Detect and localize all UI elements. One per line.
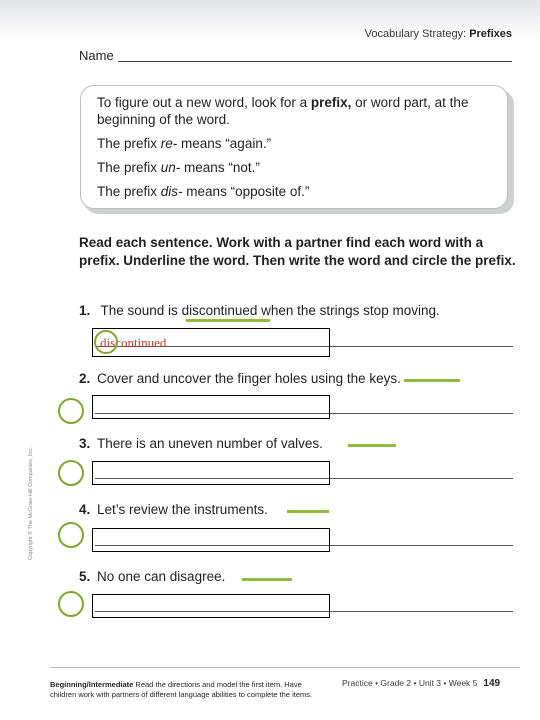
item-4-circle-target[interactable] [58, 522, 84, 548]
directions: Read each sentence. Work with a partner find each word with a prefix. Underline the word. Then write the word and circle the prefix. [79, 235, 516, 268]
item-3-answer-field[interactable] [92, 461, 330, 485]
item-2-blank[interactable] [404, 379, 460, 382]
header-title: Prefixes [469, 28, 512, 40]
item-5-blank[interactable] [242, 578, 292, 581]
prefix-circle [94, 330, 118, 354]
footer-divider [50, 667, 520, 668]
footer-practice-info [342, 678, 500, 689]
item-2-sentence: 2. Cover and uncover the finger holes using the keys. [79, 371, 401, 386]
copyright-notice: Copyright © The McGraw-Hill Companies, Inc. [28, 447, 34, 560]
item-4-blank[interactable] [287, 510, 329, 513]
item-1-answer: discontinued [100, 335, 167, 350]
info-un: The prefix un- means “not.” [97, 160, 260, 175]
item-2-circle-target[interactable] [58, 398, 84, 424]
info-dis: The prefix dis- means “opposite of.” [97, 184, 310, 199]
item-5-circle-target[interactable] [58, 591, 84, 617]
page-number: 149 [483, 678, 501, 689]
page-header [365, 28, 512, 40]
item-4-sentence: 4. Let’s review the instruments. [79, 502, 268, 517]
footer-teacher-note: Beginning/Intermediate Read the directions and model the first item. Have children work with partners of different language abilities to complete the items. [50, 680, 313, 699]
underlined-word: discontinued [181, 303, 258, 318]
item-5-sentence: 5. No one can disagree. [79, 569, 226, 584]
underline-mark [186, 319, 270, 322]
item-5-answer-field[interactable] [92, 594, 330, 618]
item-1-sentence: 1. The sound is discontinued when the strings stop moving. [79, 303, 440, 318]
item-3-sentence: 3. There is an uneven number of valves. [79, 436, 323, 451]
prefix-info-box [80, 85, 508, 209]
item-3-circle-target[interactable] [58, 460, 84, 486]
item-2-answer-field[interactable] [92, 395, 330, 419]
practice-label: Practice • Grade 2 • Unit 3 • Week 5 [342, 678, 478, 688]
item-3-blank[interactable] [348, 444, 396, 447]
info-intro: To figure out a new word, look for a prefix, or word part, at the beginning of the word. [97, 95, 469, 127]
name-label: Name [79, 48, 114, 63]
name-line[interactable] [118, 61, 512, 62]
header-prefix: Vocabulary Strategy: [364, 28, 467, 40]
info-re: The prefix re- means “again.” [97, 136, 272, 151]
item-4-answer-field[interactable] [92, 528, 330, 552]
